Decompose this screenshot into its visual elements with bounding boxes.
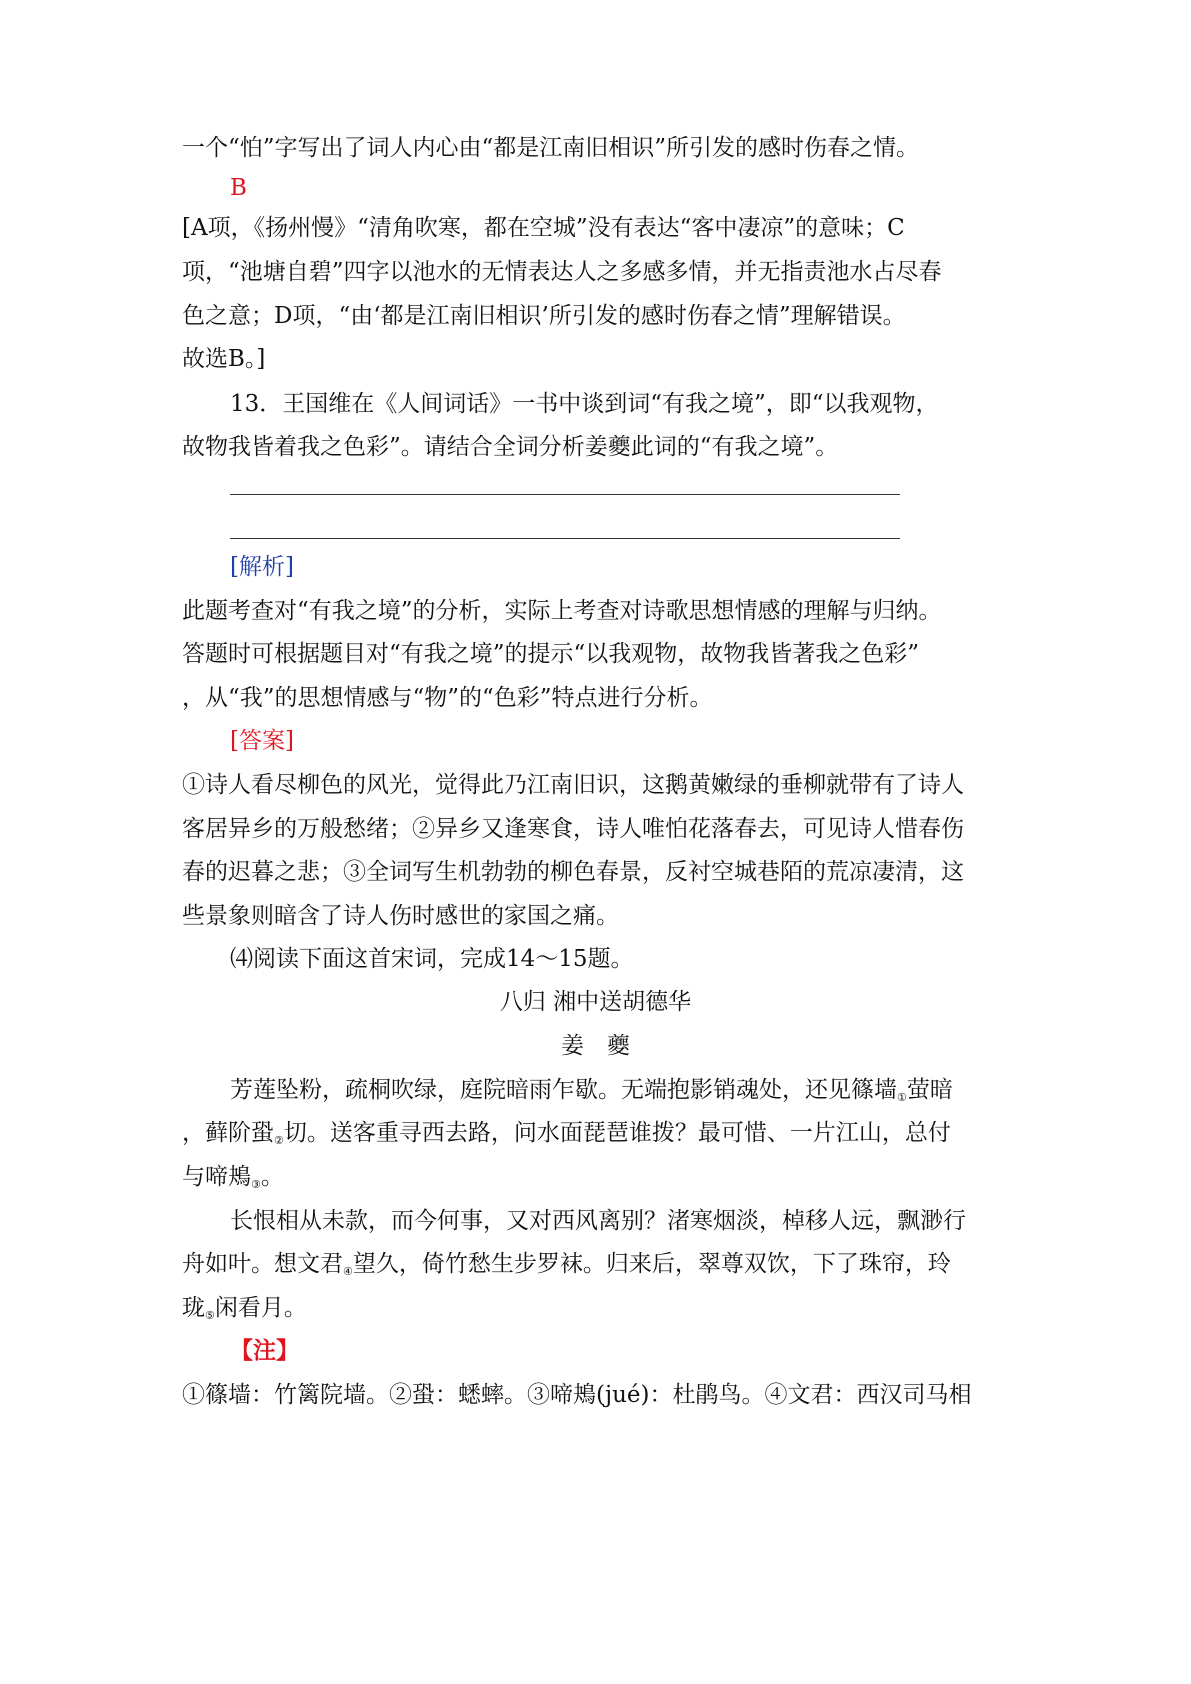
question-13-cont: 故物我皆着我之色彩”。请结合全词分析姜夔此词的“有我之境”。 [182,434,839,460]
note-marker: ① [897,1091,907,1104]
answer-line: 春的迟暮之悲；③全词写生机勃勃的柳色春景，反衬空城巷陌的荒凉凄清，这 [182,859,964,885]
answer-line: 些景象则暗含了诗人伤时感世的家国之痛。 [182,903,619,929]
poem-line: 与啼鴂$_③$。 [182,1164,284,1191]
notes-line: ①篠墙：竹篱院墙。②蛩：蟋蟀。③啼鴂(jué)：杜鹃鸟。④文君：西汉司马相 [182,1382,972,1408]
note-marker: ④ [343,1265,353,1278]
notes-label: 【注】 [230,1337,299,1364]
note-marker: ③ [251,1178,261,1191]
section-heading: ⑷阅读下面这首宋词，完成14～15题。 [230,946,634,972]
poem-author: 姜 夔 [561,1033,630,1059]
analysis-line: 答题时可根据题目对“有我之境”的提示“以我观物，故物我皆著我之色彩” [182,641,920,667]
explanation-line: 色之意；D项，“由‘都是江南旧相识’所引发的感时伤春之情”理解错误。 [182,303,906,329]
analysis-line: 此题考查对“有我之境”的分析，实际上考查对诗歌思想情感的理解与归纳。 [182,598,942,624]
poem-title: 八归 湘中送胡德华 [499,989,692,1015]
answer-blank-line [230,538,900,539]
note-marker: ② [274,1134,284,1147]
analysis-label: [解析] [230,554,294,580]
paragraph-line: 一个“怕”字写出了词人内心由“都是江南旧相识”所引发的感时伤春之情。 [182,135,920,161]
explanation-line: 项，“池塘自碧”四字以池水的无情表达人之多感多情，并无指责池水占尽春 [182,259,942,285]
answer-blank-line [230,494,900,495]
answer-line: ①诗人看尽柳色的风光，觉得此乃江南旧识，这鹅黄嫩绿的垂柳就带有了诗人 [182,772,964,798]
poem-line: 珑$_⑤$闲看月。 [182,1295,307,1322]
answer-line: 客居异乡的万般愁绪；②异乡又逢寒食，诗人唯怕花落春去，可见诗人惜春伤 [182,816,964,842]
poem-line: ，藓阶蛩$_②$切。送客重寻西去路，问水面琵琶谁拨？最可惜、一片江山，总付 [182,1120,951,1147]
explanation-line: [A项，《扬州慢》“清角吹寒，都在空城”没有表达“客中凄凉”的意味；C [182,215,905,241]
poem-line: 长恨相从未款，而今何事，又对西风离别？渚寒烟淡，棹移人远，飘渺行 [230,1208,966,1234]
answer-label: [答案] [230,728,294,754]
analysis-line: ，从“我”的思想情感与“物”的“色彩”特点进行分析。 [182,685,713,711]
answer-letter: B [230,175,247,201]
poem-line: 芳莲坠粉，疏桐吹绿，庭院暗雨乍歇。无端抱影销魂处，还见篠墙$_①$萤暗 [230,1077,953,1104]
note-marker: ⑤ [205,1309,215,1322]
explanation-line: 故选B。] [182,346,266,372]
poem-line: 舟如叶。想文君$_④$望久，倚竹愁生步罗袜。归来后，翠尊双饮，下了珠帘，玲 [182,1251,951,1278]
question-13: 13．王国维在《人间词话》一书中谈到词“有我之境”，即“以我观物， [230,391,939,417]
